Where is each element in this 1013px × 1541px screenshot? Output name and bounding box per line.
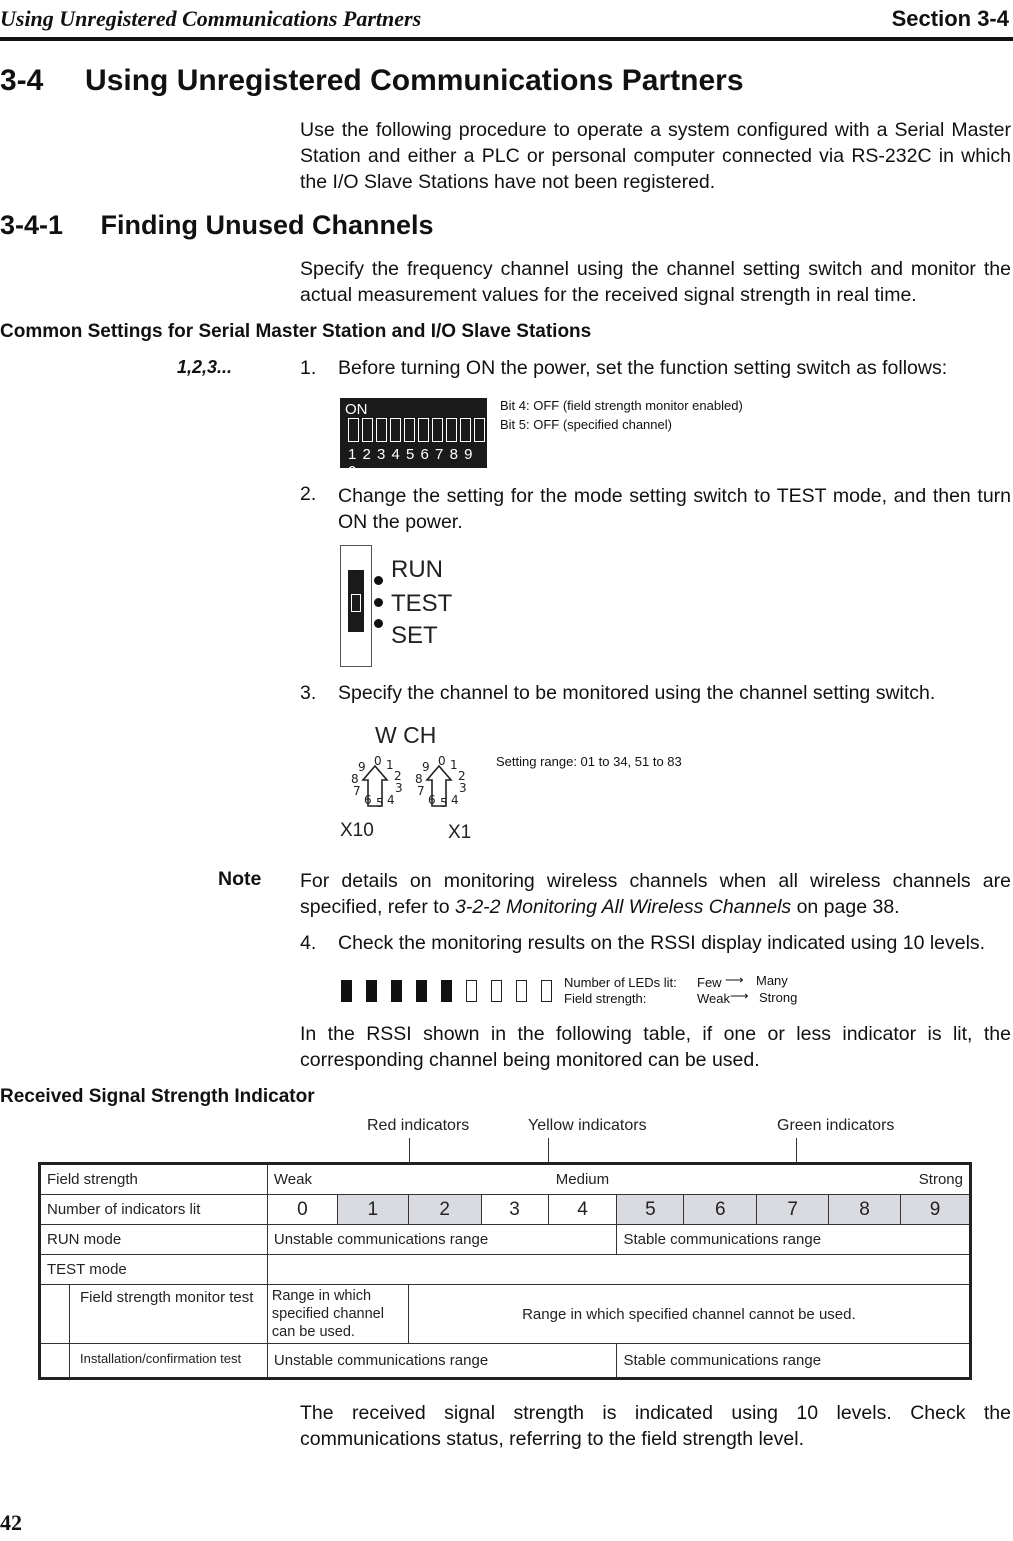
step1-text: Before turning ON the power, set the function setting switch as follows: (338, 357, 948, 379)
mode-label-run: RUN (391, 556, 443, 583)
svg-text:0: 0 (438, 754, 446, 768)
rssi-led-3 (391, 980, 402, 1002)
red-indicators-leader (409, 1138, 410, 1164)
table-label-fsm: Field strength monitor test (80, 1289, 254, 1306)
rssi-led-6 (466, 980, 477, 1002)
section-title: 3-4 Using Unregistered Communications Partners (0, 64, 744, 97)
mode-dot-test (374, 598, 383, 607)
step4-number: 4. (300, 932, 317, 954)
table-count-8: 8 (829, 1195, 901, 1225)
subsection-title: 3-4-1 Finding Unused Channels (0, 210, 434, 240)
table-run-stable: Stable communications range (617, 1225, 971, 1255)
subsection-intro: Specify the frequency channel using the channel setting switch and monitor the actual measurement values for the received signal strength in real time. (300, 258, 1011, 306)
svg-text:7: 7 (417, 784, 425, 798)
table-row-installation-test (40, 1344, 971, 1379)
rotary-switch-x10 (351, 754, 403, 810)
rssi-led-2 (366, 980, 377, 1002)
channel-x1-label: X1 (448, 822, 472, 843)
rssi-led-1 (341, 980, 352, 1002)
note-label: Note (218, 868, 262, 890)
page-number: 42 (0, 1510, 22, 1535)
svg-text:3: 3 (395, 781, 403, 795)
mode-label-test: TEST (391, 590, 453, 617)
table-cell-strong: Strong (757, 1164, 971, 1195)
table-row-field-strength (40, 1164, 971, 1195)
legend-strong: Strong (759, 990, 798, 1005)
rotary-switches-figure (338, 750, 478, 820)
svg-text:4: 4 (387, 793, 395, 807)
rssi-led-5 (441, 980, 452, 1002)
table-count-2: 2 (408, 1195, 481, 1225)
svg-text:7: 7 (353, 784, 361, 798)
table-row-indicator-count (40, 1195, 971, 1225)
svg-text:4: 4 (451, 793, 459, 807)
svg-text:6: 6 (364, 793, 372, 807)
dip-switch-1 (348, 418, 359, 442)
svg-text:6: 6 (428, 793, 436, 807)
table-label-installation: Installation/confirmation test (80, 1351, 242, 1366)
table-count-5: 5 (617, 1195, 684, 1225)
table-row-run-mode (40, 1225, 971, 1255)
step3-number: 3. (300, 682, 317, 704)
table-row-field-strength-monitor (40, 1285, 971, 1344)
running-header-title: Using Unregistered Communications Partners (0, 6, 422, 31)
table-row-test-mode (40, 1255, 971, 1285)
table-label-test-mode: TEST mode (40, 1255, 268, 1285)
channel-setting-range: Setting range: 01 to 34, 51 to 83 (496, 754, 682, 769)
svg-text:8: 8 (415, 772, 423, 786)
rssi-led-8 (516, 980, 527, 1002)
step2-text: Change the setting for the mode setting switch to TEST mode, and then turn ON the power. (338, 485, 1011, 533)
rssi-led-9 (541, 980, 552, 1002)
table-count-6: 6 (684, 1195, 757, 1225)
svg-text:1: 1 (386, 758, 394, 772)
arrow-weak-strong-icon: ⟶ (730, 988, 749, 1003)
note-text: For details on monitoring wireless channels when all wireless channels are specified, refer to 3-2-2 Monitoring All Wireless Channels on page 38. (300, 870, 1011, 918)
dip-switch-figure (340, 398, 487, 480)
svg-text:2: 2 (394, 769, 402, 783)
table-count-1: 1 (337, 1195, 408, 1225)
svg-text:2: 2 (458, 769, 466, 783)
header-rule (0, 37, 1013, 41)
steps-label: 1,2,3... (177, 357, 233, 377)
table-test-mode-empty (267, 1255, 970, 1285)
legend-few: Few (697, 975, 722, 990)
rssi-led-4 (416, 980, 427, 1002)
dip-switch-8 (446, 418, 457, 442)
table-cell-medium: Medium (408, 1164, 757, 1195)
red-indicators-label: Red indicators (367, 1117, 470, 1134)
green-indicators-label: Green indicators (777, 1117, 895, 1134)
legend-many: Many (756, 973, 788, 988)
step3-text: Specify the channel to be monitored using the channel setting switch. (338, 682, 936, 704)
dip-note-bit4: Bit 4: OFF (field strength monitor enabled) (500, 398, 743, 413)
dip-switch-3 (376, 418, 387, 442)
dip-switch-0 (474, 418, 485, 442)
svg-text:3: 3 (459, 781, 467, 795)
channel-x10-label: X10 (340, 820, 374, 841)
table-count-0: 0 (267, 1195, 337, 1225)
note-reference: 3-2-2 Monitoring All Wireless Channels (455, 896, 792, 918)
table-run-unstable: Unstable communications range (267, 1225, 617, 1255)
table-label-run-mode: RUN mode (40, 1225, 268, 1255)
running-header-section: Section 3-4 (891, 6, 1009, 31)
rssi-led-7 (491, 980, 502, 1002)
table-count-3: 3 (481, 1195, 548, 1225)
table-count-9: 9 (901, 1195, 971, 1225)
table-label-fsm-cell (40, 1285, 268, 1344)
mode-label-set: SET (391, 622, 438, 649)
mode-dot-set (374, 619, 383, 628)
step4-text: Check the monitoring results on the RSSI display indicated using 10 levels. (338, 932, 986, 954)
rotary-switch-x1 (415, 754, 467, 810)
table-label-field-strength: Field strength (40, 1164, 268, 1195)
dip-switch-2 (362, 418, 373, 442)
table-count-7: 7 (757, 1195, 829, 1225)
rssi-table (38, 1162, 972, 1380)
svg-text:9: 9 (358, 760, 366, 774)
table-label-install-cell (40, 1344, 268, 1379)
svg-text:1: 1 (450, 758, 458, 772)
svg-text:0: 0 (374, 754, 382, 768)
svg-text:8: 8 (351, 772, 359, 786)
table-fsm-cannot-use: Range in which specified channel cannot be used. (408, 1285, 970, 1344)
rssi-heading: Received Signal Strength Indicator (0, 1086, 315, 1107)
closing-paragraph: The received signal strength is indicated using 10 levels. Check the communications status, referring to the field strength level. (300, 1402, 1011, 1450)
dip-switch-9 (460, 418, 471, 442)
step2-number: 2. (300, 483, 317, 505)
green-indicators-leader (796, 1138, 797, 1164)
svg-text:5: 5 (440, 796, 448, 810)
table-label-indicators-lit: Number of indicators lit (40, 1195, 268, 1225)
dip-switch-6 (418, 418, 429, 442)
table-install-unstable: Unstable communications range (267, 1344, 617, 1379)
channel-switch-title: W CH (375, 722, 437, 748)
dip-switch-7 (432, 418, 443, 442)
section-intro: Use the following procedure to operate a system configured with a Serial Master Station and either a PLC or personal computer connected via RS-232C in which the I/O Slave Stations have not been registered. (300, 119, 1011, 193)
step4-explanation: In the RSSI shown in the following table, if one or less indicator is lit, the corresponding channel being monitored can be used. (300, 1023, 1011, 1071)
legend-field-strength: Field strength: (564, 991, 647, 1006)
dip-on-label: ON (345, 401, 368, 418)
dip-switch-5 (404, 418, 415, 442)
yellow-indicators-label: Yellow indicators (528, 1117, 647, 1134)
step1-number: 1. (300, 357, 317, 379)
mode-switch-knob (351, 594, 361, 612)
table-count-4: 4 (548, 1195, 617, 1225)
svg-text:5: 5 (376, 796, 384, 810)
legend-weak: Weak (697, 991, 730, 1006)
yellow-indicators-leader (548, 1138, 549, 1164)
common-settings-heading: Common Settings for Serial Master Station and I/O Slave Stations (0, 321, 592, 342)
legend-leds-lit: Number of LEDs lit: (564, 975, 677, 990)
table-install-stable: Stable communications range (617, 1344, 971, 1379)
svg-text:9: 9 (422, 760, 430, 774)
table-fsm-can-use: Range in which specified channel can be used. (267, 1285, 408, 1344)
dip-note-bit5: Bit 5: OFF (specified channel) (500, 417, 672, 432)
dip-switch-numbers: 1 2 3 4 5 6 7 8 9 0 (348, 446, 474, 480)
table-cell-weak: Weak (267, 1164, 408, 1195)
dip-switch-4 (390, 418, 401, 442)
mode-dot-run (374, 576, 383, 585)
arrow-few-many-icon: ⟶ (725, 972, 744, 987)
